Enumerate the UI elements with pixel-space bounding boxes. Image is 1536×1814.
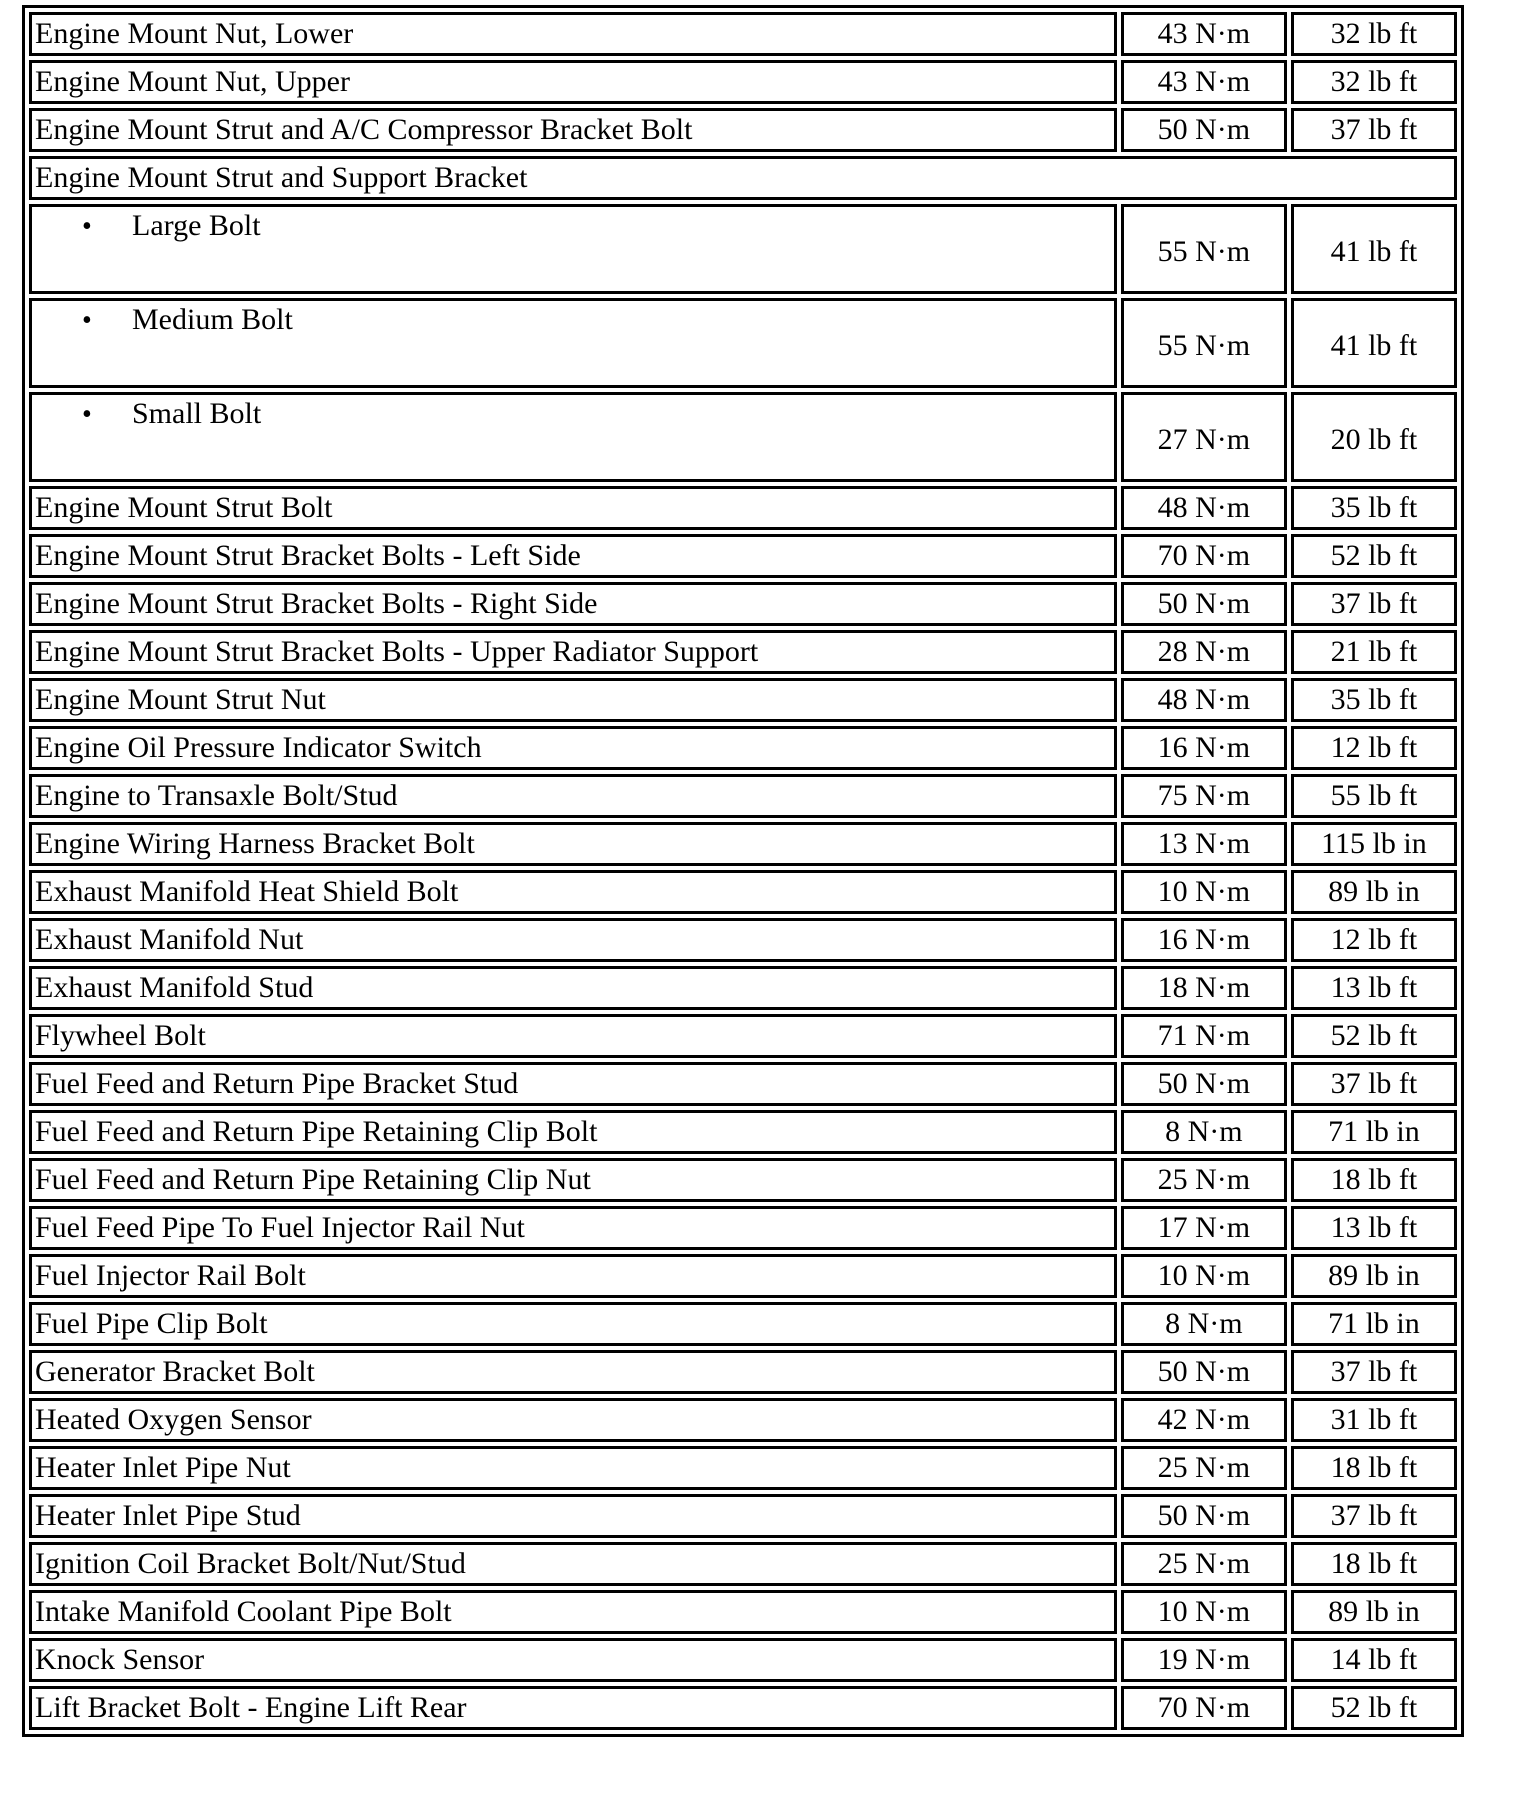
- english-torque-cell: 31 lb ft: [1291, 1398, 1457, 1442]
- table-row: [29, 486, 1457, 530]
- english-torque-cell: 18 lb ft: [1291, 1158, 1457, 1202]
- component-name-cell: Fuel Injector Rail Bolt: [29, 1254, 1117, 1298]
- table-row: [29, 1158, 1457, 1202]
- english-torque-cell: 55 lb ft: [1291, 774, 1457, 818]
- component-name-cell: Fuel Feed and Return Pipe Bracket Stud: [29, 1062, 1117, 1106]
- table-row: [29, 1350, 1457, 1394]
- metric-torque-cell: 42 N·m: [1121, 1398, 1287, 1442]
- english-torque-cell: 14 lb ft: [1291, 1638, 1457, 1682]
- component-name: Medium Bolt: [132, 303, 293, 336]
- english-torque-cell: 37 lb ft: [1291, 582, 1457, 626]
- table-row: [29, 1110, 1457, 1154]
- table-subrow: [29, 392, 1457, 482]
- table-body: [29, 12, 1457, 1730]
- metric-torque-cell: 70 N·m: [1121, 534, 1287, 578]
- english-torque-cell: 89 lb in: [1291, 1254, 1457, 1298]
- component-name-cell: Ignition Coil Bracket Bolt/Nut/Stud: [29, 1542, 1117, 1586]
- component-name-cell: Fuel Feed Pipe To Fuel Injector Rail Nut: [29, 1206, 1117, 1250]
- table-row: [29, 1590, 1457, 1634]
- component-name-cell: Engine Mount Strut and Support Bracket: [29, 156, 1457, 200]
- metric-torque-cell: 27 N·m: [1121, 392, 1287, 482]
- english-torque-cell: 37 lb ft: [1291, 1494, 1457, 1538]
- component-name-cell: Generator Bracket Bolt: [29, 1350, 1117, 1394]
- english-torque-cell: 12 lb ft: [1291, 918, 1457, 962]
- table-row: [29, 582, 1457, 626]
- table-group-row: [29, 156, 1457, 200]
- component-name-cell: Engine Oil Pressure Indicator Switch: [29, 726, 1117, 770]
- table-row: [29, 870, 1457, 914]
- metric-torque-cell: 75 N·m: [1121, 774, 1287, 818]
- table-row: [29, 1302, 1457, 1346]
- metric-torque-cell: 18 N·m: [1121, 966, 1287, 1010]
- english-torque-cell: 71 lb in: [1291, 1110, 1457, 1154]
- component-name-cell: [29, 204, 1117, 294]
- english-torque-cell: 89 lb in: [1291, 1590, 1457, 1634]
- table-row: [29, 1254, 1457, 1298]
- english-torque-cell: 37 lb ft: [1291, 1062, 1457, 1106]
- component-name-cell: Exhaust Manifold Heat Shield Bolt: [29, 870, 1117, 914]
- metric-torque-cell: 50 N·m: [1121, 1494, 1287, 1538]
- component-name: Small Bolt: [132, 397, 262, 430]
- metric-torque-cell: 55 N·m: [1121, 204, 1287, 294]
- component-name-cell: Heater Inlet Pipe Stud: [29, 1494, 1117, 1538]
- metric-torque-cell: 48 N·m: [1121, 486, 1287, 530]
- english-torque-cell: 32 lb ft: [1291, 60, 1457, 104]
- metric-torque-cell: 50 N·m: [1121, 1350, 1287, 1394]
- component-name-cell: Engine Mount Strut Bracket Bolts - Left Side: [29, 534, 1117, 578]
- metric-torque-cell: 17 N·m: [1121, 1206, 1287, 1250]
- component-name-cell: Fuel Feed and Return Pipe Retaining Clip Nut: [29, 1158, 1117, 1202]
- metric-torque-cell: 28 N·m: [1121, 630, 1287, 674]
- component-name-cell: Exhaust Manifold Stud: [29, 966, 1117, 1010]
- table-row: [29, 12, 1457, 56]
- english-torque-cell: 35 lb ft: [1291, 678, 1457, 722]
- english-torque-cell: 115 lb in: [1291, 822, 1457, 866]
- english-torque-cell: 71 lb in: [1291, 1302, 1457, 1346]
- component-name-cell: Fuel Pipe Clip Bolt: [29, 1302, 1117, 1346]
- metric-torque-cell: 43 N·m: [1121, 60, 1287, 104]
- component-name-cell: Engine Mount Strut Nut: [29, 678, 1117, 722]
- metric-torque-cell: 16 N·m: [1121, 918, 1287, 962]
- english-torque-cell: 35 lb ft: [1291, 486, 1457, 530]
- english-torque-cell: 37 lb ft: [1291, 108, 1457, 152]
- table-row: [29, 534, 1457, 578]
- component-name-cell: [29, 392, 1117, 482]
- metric-torque-cell: 50 N·m: [1121, 108, 1287, 152]
- table-row: [29, 1446, 1457, 1490]
- metric-torque-cell: 70 N·m: [1121, 1686, 1287, 1730]
- english-torque-cell: 13 lb ft: [1291, 966, 1457, 1010]
- table-row: [29, 678, 1457, 722]
- table-row: [29, 60, 1457, 104]
- english-torque-cell: 32 lb ft: [1291, 12, 1457, 56]
- component-name-cell: Engine Wiring Harness Bracket Bolt: [29, 822, 1117, 866]
- metric-torque-cell: 10 N·m: [1121, 1590, 1287, 1634]
- component-name-cell: Engine Mount Strut Bolt: [29, 486, 1117, 530]
- metric-torque-cell: 43 N·m: [1121, 12, 1287, 56]
- metric-torque-cell: 25 N·m: [1121, 1158, 1287, 1202]
- english-torque-cell: 52 lb ft: [1291, 1686, 1457, 1730]
- metric-torque-cell: 25 N·m: [1121, 1542, 1287, 1586]
- table-subrow: [29, 204, 1457, 294]
- metric-torque-cell: 16 N·m: [1121, 726, 1287, 770]
- metric-torque-cell: 8 N·m: [1121, 1302, 1287, 1346]
- table-row: [29, 1542, 1457, 1586]
- english-torque-cell: 21 lb ft: [1291, 630, 1457, 674]
- metric-torque-cell: 19 N·m: [1121, 1638, 1287, 1682]
- component-name-cell: Knock Sensor: [29, 1638, 1117, 1682]
- english-torque-cell: 89 lb in: [1291, 870, 1457, 914]
- component-name-cell: Exhaust Manifold Nut: [29, 918, 1117, 962]
- english-torque-cell: 20 lb ft: [1291, 392, 1457, 482]
- metric-torque-cell: 8 N·m: [1121, 1110, 1287, 1154]
- table-row: [29, 726, 1457, 770]
- metric-torque-cell: 50 N·m: [1121, 582, 1287, 626]
- metric-torque-cell: 71 N·m: [1121, 1014, 1287, 1058]
- component-name-cell: Heater Inlet Pipe Nut: [29, 1446, 1117, 1490]
- table-row: [29, 822, 1457, 866]
- component-name-cell: Flywheel Bolt: [29, 1014, 1117, 1058]
- table-row: [29, 918, 1457, 962]
- component-name-cell: Engine Mount Strut and A/C Compressor Bracket Bolt: [29, 108, 1117, 152]
- component-name-cell: Lift Bracket Bolt - Engine Lift Rear: [29, 1686, 1117, 1730]
- component-name-cell: Fuel Feed and Return Pipe Retaining Clip Bolt: [29, 1110, 1117, 1154]
- component-name-cell: Engine Mount Strut Bracket Bolts - Upper Radiator Support: [29, 630, 1117, 674]
- metric-torque-cell: 50 N·m: [1121, 1062, 1287, 1106]
- table-row: [29, 1494, 1457, 1538]
- component-name: Large Bolt: [132, 209, 261, 242]
- english-torque-cell: 13 lb ft: [1291, 1206, 1457, 1250]
- component-name-cell: Intake Manifold Coolant Pipe Bolt: [29, 1590, 1117, 1634]
- table-row: [29, 108, 1457, 152]
- table-row: [29, 1686, 1457, 1730]
- component-name-cell: Heated Oxygen Sensor: [29, 1398, 1117, 1442]
- english-torque-cell: 12 lb ft: [1291, 726, 1457, 770]
- table-row: [29, 1014, 1457, 1058]
- english-torque-cell: 18 lb ft: [1291, 1446, 1457, 1490]
- metric-torque-cell: 10 N·m: [1121, 1254, 1287, 1298]
- bullet-icon: •: [82, 305, 92, 336]
- component-name-cell: Engine Mount Strut Bracket Bolts - Right Side: [29, 582, 1117, 626]
- table-row: [29, 630, 1457, 674]
- table-row: [29, 774, 1457, 818]
- component-name-cell: Engine Mount Nut, Upper: [29, 60, 1117, 104]
- metric-torque-cell: 48 N·m: [1121, 678, 1287, 722]
- english-torque-cell: 41 lb ft: [1291, 298, 1457, 388]
- metric-torque-cell: 10 N·m: [1121, 870, 1287, 914]
- table-row: [29, 1062, 1457, 1106]
- metric-torque-cell: 13 N·m: [1121, 822, 1287, 866]
- bullet-icon: •: [82, 211, 92, 242]
- english-torque-cell: 41 lb ft: [1291, 204, 1457, 294]
- english-torque-cell: 18 lb ft: [1291, 1542, 1457, 1586]
- component-name-cell: Engine to Transaxle Bolt/Stud: [29, 774, 1117, 818]
- table-row: [29, 1206, 1457, 1250]
- english-torque-cell: 52 lb ft: [1291, 1014, 1457, 1058]
- english-torque-cell: 52 lb ft: [1291, 534, 1457, 578]
- bullet-icon: •: [82, 399, 92, 430]
- metric-torque-cell: 25 N·m: [1121, 1446, 1287, 1490]
- component-name-cell: [29, 298, 1117, 388]
- table-row: [29, 1638, 1457, 1682]
- table-row: [29, 1398, 1457, 1442]
- component-name-cell: Engine Mount Nut, Lower: [29, 12, 1117, 56]
- table-subrow: [29, 298, 1457, 388]
- torque-specifications-table: [22, 5, 1464, 1737]
- english-torque-cell: 37 lb ft: [1291, 1350, 1457, 1394]
- table-row: [29, 966, 1457, 1010]
- metric-torque-cell: 55 N·m: [1121, 298, 1287, 388]
